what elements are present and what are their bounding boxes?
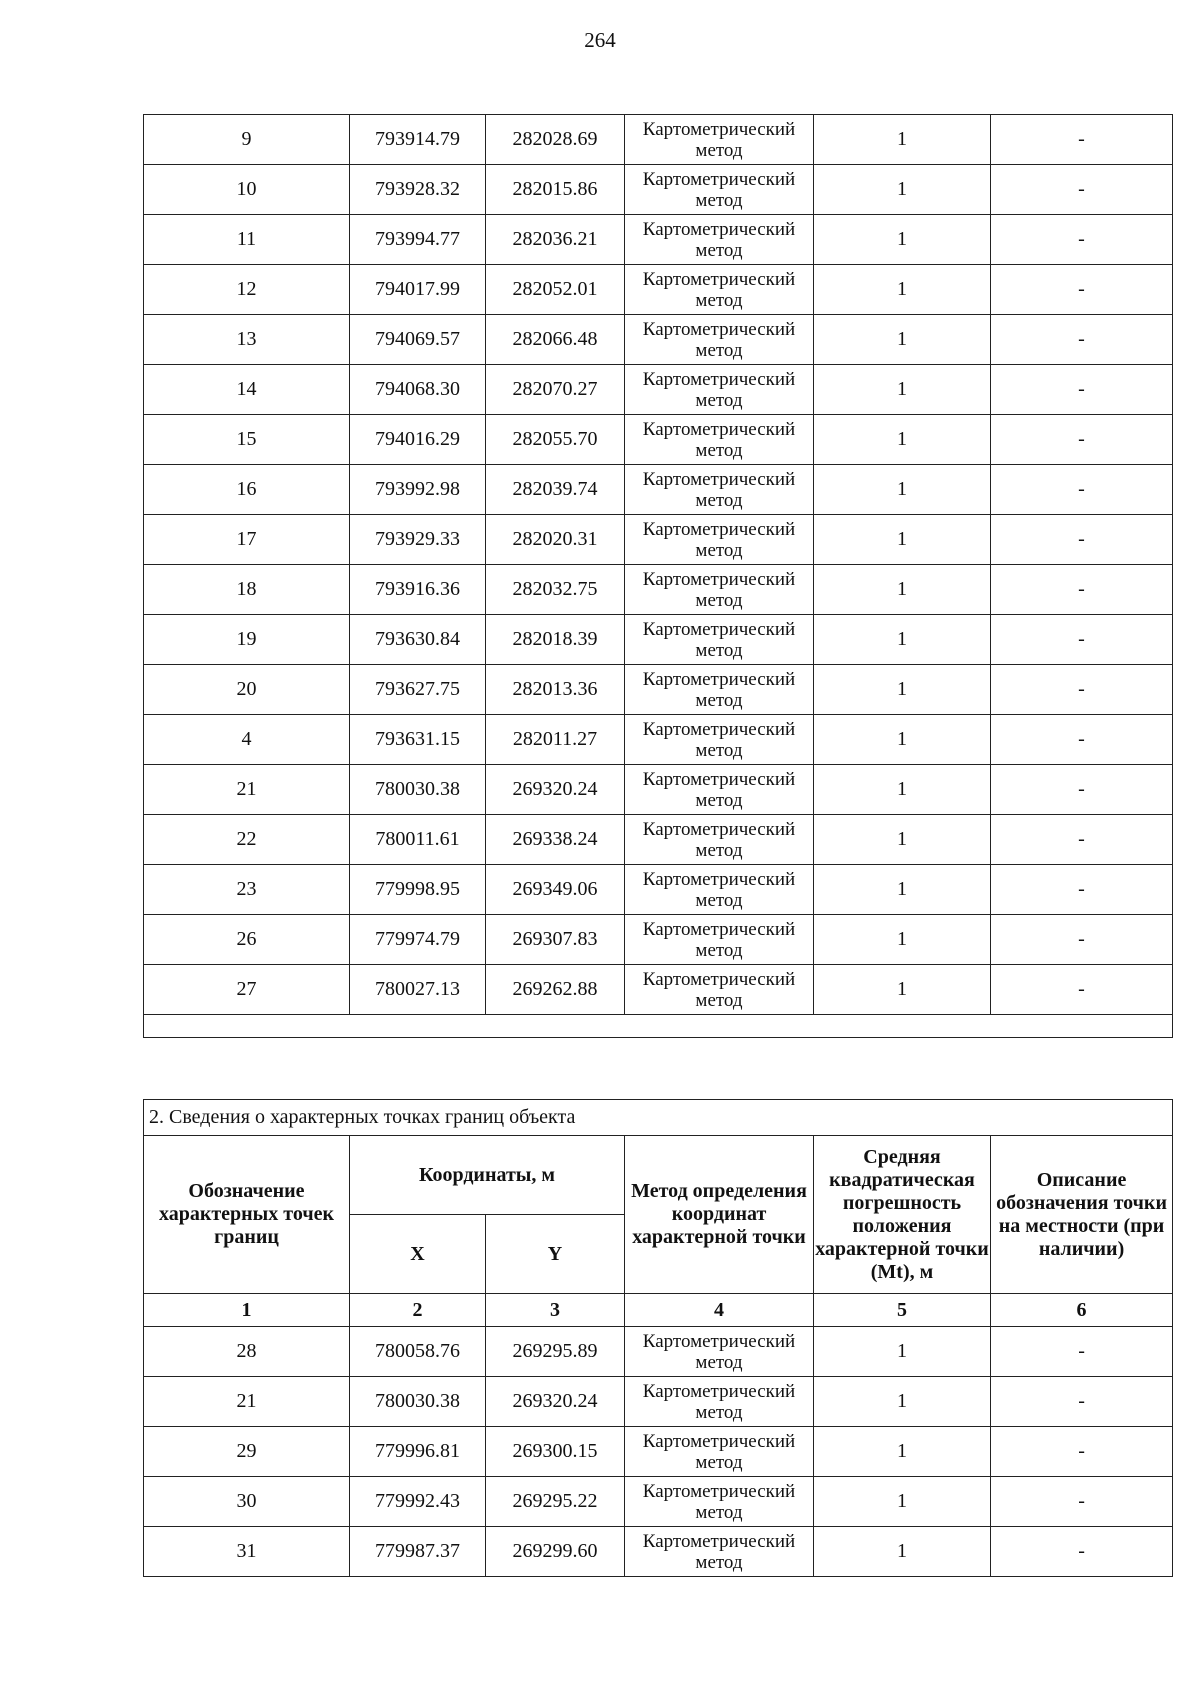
y-coordinate-cell: 269338.24 (486, 815, 625, 865)
point-number-cell: 21 (144, 1377, 350, 1427)
point-number-cell: 15 (144, 415, 350, 465)
mt-cell: 1 (814, 965, 991, 1015)
mt-cell: 1 (814, 665, 991, 715)
mt-cell: 1 (814, 1377, 991, 1427)
point-number-cell: 9 (144, 115, 350, 165)
coordinates-table-continued (143, 114, 1173, 1038)
method-line-1: Картометрический (642, 1480, 796, 1502)
description-cell: - (991, 865, 1173, 915)
x-coordinate-cell: 793631.15 (350, 715, 486, 765)
method-line-1: Картометрический (642, 668, 796, 690)
x-coordinate-cell: 779974.79 (350, 915, 486, 965)
x-coordinate-cell: 780030.38 (350, 1377, 486, 1427)
method-cell (625, 1377, 814, 1427)
table-row (144, 165, 1173, 215)
y-coordinate-cell: 282028.69 (486, 115, 625, 165)
header-method: Метод определения координат характерной точки (625, 1136, 814, 1294)
description-cell: - (991, 665, 1173, 715)
method-line-1: Картометрический (642, 318, 796, 340)
mt-cell: 1 (814, 715, 991, 765)
method-line-2: метод (695, 489, 743, 511)
method-cell (625, 715, 814, 765)
header-y: Y (486, 1215, 625, 1294)
mt-cell: 1 (814, 465, 991, 515)
description-cell: - (991, 965, 1173, 1015)
description-cell: - (991, 115, 1173, 165)
y-coordinate-cell: 269320.24 (486, 1377, 625, 1427)
point-number-cell: 19 (144, 615, 350, 665)
coordinates-table-body (144, 115, 1173, 1038)
column-number: 1 (144, 1294, 350, 1327)
y-coordinate-cell: 269349.06 (486, 865, 625, 915)
method-line-1: Картометрический (642, 168, 796, 190)
x-coordinate-cell: 793630.84 (350, 615, 486, 665)
method-cell (625, 165, 814, 215)
description-cell: - (991, 1427, 1173, 1477)
mt-cell: 1 (814, 365, 991, 415)
method-cell (625, 515, 814, 565)
x-coordinate-cell: 794016.29 (350, 415, 486, 465)
table-row (144, 1427, 1173, 1477)
table-row (144, 315, 1173, 365)
description-cell: - (991, 465, 1173, 515)
header-description: Описание обозначения точки на местности (при наличии) (991, 1136, 1173, 1294)
description-cell: - (991, 1327, 1173, 1377)
x-coordinate-cell: 794017.99 (350, 265, 486, 315)
method-cell (625, 665, 814, 715)
description-cell: - (991, 815, 1173, 865)
method-line-2: метод (695, 639, 743, 661)
y-coordinate-cell: 282013.36 (486, 665, 625, 715)
point-number-cell: 14 (144, 365, 350, 415)
method-line-1: Картометрический (642, 918, 796, 940)
y-coordinate-cell: 269320.24 (486, 765, 625, 815)
method-cell (625, 115, 814, 165)
table-row (144, 715, 1173, 765)
mt-cell: 1 (814, 1427, 991, 1477)
method-cell (625, 915, 814, 965)
mt-cell: 1 (814, 115, 991, 165)
y-coordinate-cell: 269295.89 (486, 1327, 625, 1377)
table-row (144, 965, 1173, 1015)
method-cell (625, 365, 814, 415)
x-coordinate-cell: 793627.75 (350, 665, 486, 715)
description-cell: - (991, 765, 1173, 815)
method-line-2: метод (695, 339, 743, 361)
method-line-2: метод (695, 939, 743, 961)
method-cell (625, 765, 814, 815)
section-title: 2. Сведения о характерных точках границ объекта (144, 1100, 1173, 1136)
table-row (144, 265, 1173, 315)
mt-cell: 1 (814, 515, 991, 565)
method-line-2: метод (695, 789, 743, 811)
empty-row (144, 1015, 1173, 1038)
mt-cell: 1 (814, 865, 991, 915)
x-coordinate-cell: 779996.81 (350, 1427, 486, 1477)
method-line-2: метод (695, 689, 743, 711)
table-row (144, 465, 1173, 515)
mt-cell: 1 (814, 765, 991, 815)
method-line-2: метод (695, 139, 743, 161)
method-line-2: метод (695, 189, 743, 211)
table-row (144, 565, 1173, 615)
header-mt: Средняя квадратическая погрешность положения характерной точки (Mt), м (814, 1136, 991, 1294)
y-coordinate-cell: 282055.70 (486, 415, 625, 465)
method-cell (625, 215, 814, 265)
method-cell (625, 565, 814, 615)
table-row (144, 415, 1173, 465)
description-cell: - (991, 415, 1173, 465)
header-x: X (350, 1215, 486, 1294)
x-coordinate-cell: 780030.38 (350, 765, 486, 815)
method-line-2: метод (695, 1351, 743, 1373)
method-cell (625, 465, 814, 515)
header-row (144, 1136, 1173, 1215)
x-coordinate-cell: 794069.57 (350, 315, 486, 365)
y-coordinate-cell: 282011.27 (486, 715, 625, 765)
point-number-cell: 18 (144, 565, 350, 615)
y-coordinate-cell: 282015.86 (486, 165, 625, 215)
method-line-1: Картометрический (642, 718, 796, 740)
method-line-2: метод (695, 289, 743, 311)
x-coordinate-cell: 780058.76 (350, 1327, 486, 1377)
method-cell (625, 1477, 814, 1527)
point-number-cell: 17 (144, 515, 350, 565)
mt-cell: 1 (814, 615, 991, 665)
description-cell: - (991, 165, 1173, 215)
method-line-2: метод (695, 989, 743, 1011)
section-title-row (144, 1100, 1173, 1136)
method-line-1: Картометрический (642, 768, 796, 790)
point-number-cell: 16 (144, 465, 350, 515)
point-number-cell: 28 (144, 1327, 350, 1377)
description-cell: - (991, 215, 1173, 265)
y-coordinate-cell: 269307.83 (486, 915, 625, 965)
header-point: Обозначение характерных точек границ (144, 1136, 350, 1294)
table-row (144, 765, 1173, 815)
x-coordinate-cell: 793928.32 (350, 165, 486, 215)
empty-cell (144, 1015, 1173, 1038)
point-number-cell: 10 (144, 165, 350, 215)
method-line-2: метод (695, 839, 743, 861)
x-coordinate-cell: 793916.36 (350, 565, 486, 615)
table-row (144, 1327, 1173, 1377)
method-line-1: Картометрический (642, 968, 796, 990)
description-cell: - (991, 915, 1173, 965)
point-number-cell: 29 (144, 1427, 350, 1477)
point-number-cell: 30 (144, 1477, 350, 1527)
column-number: 2 (350, 1294, 486, 1327)
mt-cell: 1 (814, 915, 991, 965)
method-line-1: Картометрический (642, 468, 796, 490)
method-line-1: Картометрический (642, 418, 796, 440)
mt-cell: 1 (814, 265, 991, 315)
method-line-1: Картометрический (642, 868, 796, 890)
column-number: 4 (625, 1294, 814, 1327)
method-cell (625, 965, 814, 1015)
mt-cell: 1 (814, 315, 991, 365)
y-coordinate-cell: 269299.60 (486, 1527, 625, 1577)
y-coordinate-cell: 282039.74 (486, 465, 625, 515)
method-line-1: Картометрический (642, 268, 796, 290)
x-coordinate-cell: 780027.13 (350, 965, 486, 1015)
method-line-2: метод (695, 739, 743, 761)
method-line-2: метод (695, 589, 743, 611)
method-line-1: Картометрический (642, 368, 796, 390)
point-number-cell: 12 (144, 265, 350, 315)
table-row (144, 215, 1173, 265)
method-line-2: метод (695, 1451, 743, 1473)
method-cell (625, 615, 814, 665)
table-row (144, 815, 1173, 865)
point-number-cell: 23 (144, 865, 350, 915)
method-line-1: Картометрический (642, 218, 796, 240)
mt-cell: 1 (814, 1327, 991, 1377)
x-coordinate-cell: 780011.61 (350, 815, 486, 865)
method-line-1: Картометрический (642, 568, 796, 590)
table-row (144, 665, 1173, 715)
point-number-cell: 20 (144, 665, 350, 715)
method-line-1: Картометрический (642, 118, 796, 140)
point-number-cell: 11 (144, 215, 350, 265)
x-coordinate-cell: 793929.33 (350, 515, 486, 565)
method-line-2: метод (695, 239, 743, 261)
method-line-2: метод (695, 539, 743, 561)
table-row (144, 1377, 1173, 1427)
table-row (144, 915, 1173, 965)
mt-cell: 1 (814, 565, 991, 615)
method-cell (625, 315, 814, 365)
x-coordinate-cell: 794068.30 (350, 365, 486, 415)
description-cell: - (991, 315, 1173, 365)
x-coordinate-cell: 793914.79 (350, 115, 486, 165)
y-coordinate-cell: 269300.15 (486, 1427, 625, 1477)
boundary-points-table-body (144, 1327, 1173, 1577)
method-cell (625, 1327, 814, 1377)
description-cell: - (991, 515, 1173, 565)
table-row (144, 1527, 1173, 1577)
method-cell (625, 265, 814, 315)
method-line-1: Картометрический (642, 818, 796, 840)
description-cell: - (991, 1477, 1173, 1527)
y-coordinate-cell: 282020.31 (486, 515, 625, 565)
method-line-2: метод (695, 1551, 743, 1573)
point-number-cell: 22 (144, 815, 350, 865)
method-cell (625, 815, 814, 865)
table-row (144, 515, 1173, 565)
mt-cell: 1 (814, 1477, 991, 1527)
y-coordinate-cell: 269262.88 (486, 965, 625, 1015)
x-coordinate-cell: 779992.43 (350, 1477, 486, 1527)
method-line-2: метод (695, 889, 743, 911)
method-line-1: Картометрический (642, 1380, 796, 1402)
description-cell: - (991, 715, 1173, 765)
mt-cell: 1 (814, 215, 991, 265)
mt-cell: 1 (814, 415, 991, 465)
y-coordinate-cell: 282066.48 (486, 315, 625, 365)
x-coordinate-cell: 793994.77 (350, 215, 486, 265)
method-cell (625, 865, 814, 915)
description-cell: - (991, 1527, 1173, 1577)
table-row (144, 115, 1173, 165)
method-line-1: Картометрический (642, 1530, 796, 1552)
header-coordinates: Координаты, м (350, 1136, 625, 1215)
description-cell: - (991, 615, 1173, 665)
boundary-points-table (143, 1099, 1173, 1577)
point-number-cell: 27 (144, 965, 350, 1015)
description-cell: - (991, 565, 1173, 615)
point-number-cell: 13 (144, 315, 350, 365)
table-row (144, 365, 1173, 415)
point-number-cell: 4 (144, 715, 350, 765)
x-coordinate-cell: 779998.95 (350, 865, 486, 915)
y-coordinate-cell: 282052.01 (486, 265, 625, 315)
point-number-cell: 21 (144, 765, 350, 815)
description-cell: - (991, 365, 1173, 415)
y-coordinate-cell: 282032.75 (486, 565, 625, 615)
method-line-2: метод (695, 439, 743, 461)
y-coordinate-cell: 282018.39 (486, 615, 625, 665)
mt-cell: 1 (814, 1527, 991, 1577)
table-row (144, 865, 1173, 915)
method-line-1: Картометрический (642, 618, 796, 640)
column-number: 5 (814, 1294, 991, 1327)
method-line-1: Картометрический (642, 1430, 796, 1452)
y-coordinate-cell: 282070.27 (486, 365, 625, 415)
y-coordinate-cell: 269295.22 (486, 1477, 625, 1527)
column-number-row (144, 1294, 1173, 1327)
description-cell: - (991, 265, 1173, 315)
column-number: 6 (991, 1294, 1173, 1327)
table-row (144, 1477, 1173, 1527)
mt-cell: 1 (814, 815, 991, 865)
method-line-2: метод (695, 1401, 743, 1423)
page-number: 264 (584, 28, 616, 52)
y-coordinate-cell: 282036.21 (486, 215, 625, 265)
point-number-cell: 26 (144, 915, 350, 965)
column-number: 3 (486, 1294, 625, 1327)
x-coordinate-cell: 779987.37 (350, 1527, 486, 1577)
method-line-1: Картометрический (642, 518, 796, 540)
method-line-2: метод (695, 1501, 743, 1523)
table-row (144, 615, 1173, 665)
method-cell (625, 415, 814, 465)
mt-cell: 1 (814, 165, 991, 215)
method-cell (625, 1427, 814, 1477)
method-line-2: метод (695, 389, 743, 411)
description-cell: - (991, 1377, 1173, 1427)
x-coordinate-cell: 793992.98 (350, 465, 486, 515)
method-line-1: Картометрический (642, 1330, 796, 1352)
method-cell (625, 1527, 814, 1577)
point-number-cell: 31 (144, 1527, 350, 1577)
